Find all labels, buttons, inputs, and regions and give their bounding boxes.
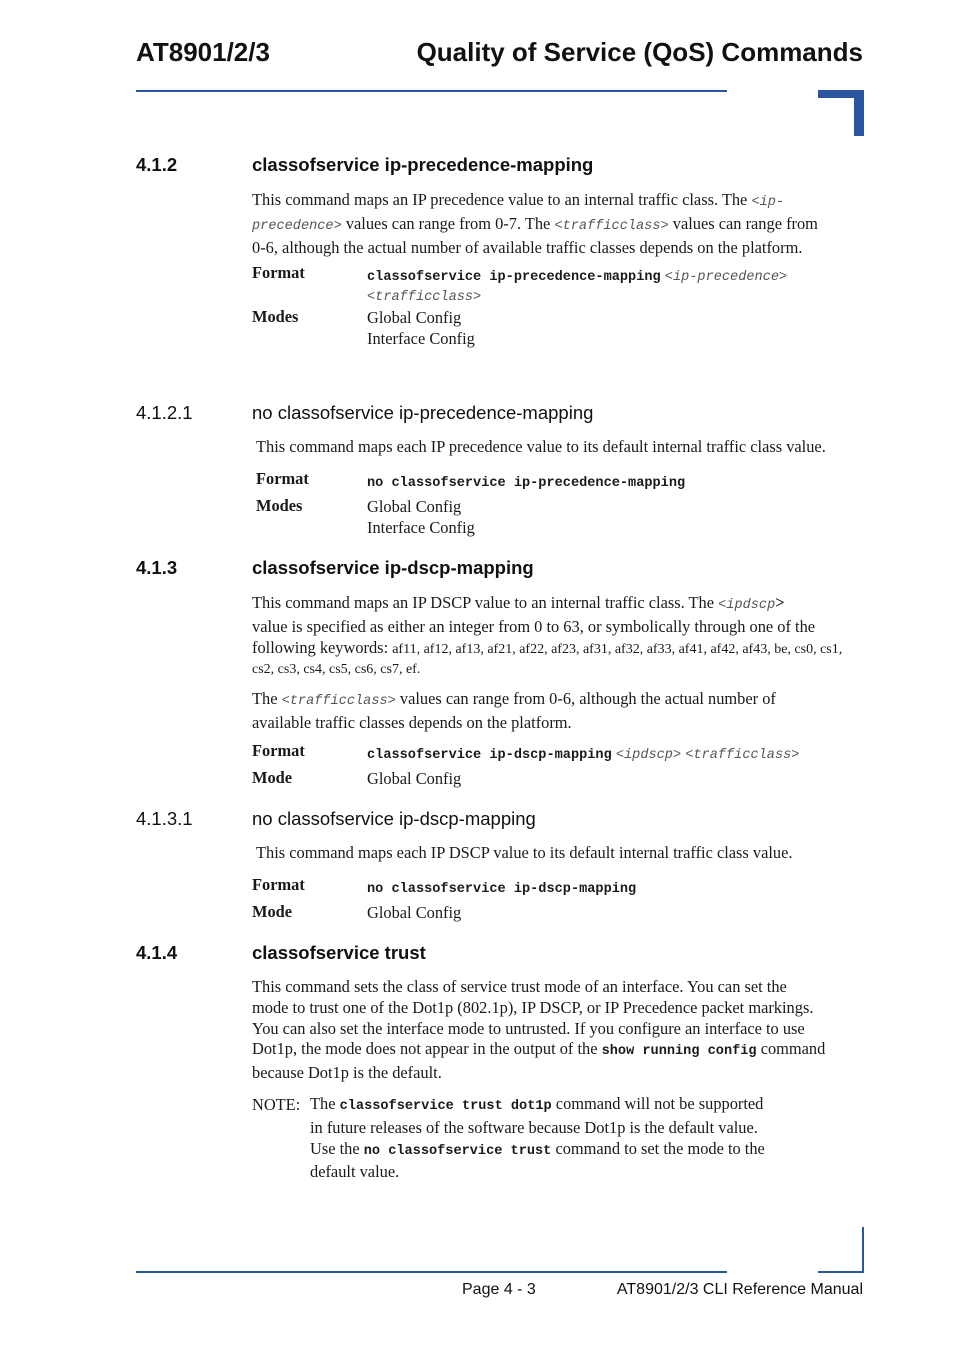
format-syntax: classofservice ip-precedence-mapping <ip-precedence> <trafficclass> <box>367 270 788 305</box>
corner-block-top <box>818 90 864 136</box>
section-number: 4.1.3 <box>136 557 178 578</box>
paragraph: The <trafficclass> values can range from 0-6, although the actual number of available traffic classes depends on the platform. <box>252 689 776 732</box>
modes-list: Global Config Interface Config <box>367 308 475 348</box>
format-syntax: no classofservice ip-precedence-mapping <box>367 476 686 491</box>
section-title: classofservice ip-precedence-mapping <box>252 154 594 175</box>
note-label: NOTE: <box>252 1095 301 1114</box>
section-number: 4.1.4 <box>136 942 178 963</box>
footer-rule <box>136 1271 727 1273</box>
mode-value: Global Config <box>367 769 462 788</box>
modes-list: Global Config Interface Config <box>367 497 475 537</box>
section-title: classofservice ip-dscp-mapping <box>252 557 534 578</box>
note-text: The classofservice trust dot1p command will not be supported in future releases of the software because Dot1p is the default value. Use the no classofservice trust command to set the mode to the default value. <box>310 1094 765 1182</box>
modes-label: Modes <box>256 496 303 515</box>
section-title: no classofservice ip-precedence-mapping <box>252 402 594 423</box>
footer-manual-title: AT8901/2/3 CLI Reference Manual <box>616 1281 863 1298</box>
header-rule <box>136 90 727 92</box>
paragraph: This command maps each IP precedence value to its default internal traffic class value. <box>256 437 826 456</box>
format-label: Format <box>252 741 305 760</box>
section-number: 4.1.3.1 <box>136 808 193 829</box>
section-title: classofservice trust <box>252 942 426 963</box>
corner-line-bottom <box>862 1227 864 1273</box>
format-label: Format <box>252 263 305 282</box>
corner-line-bottom-h <box>818 1271 864 1273</box>
modes-label: Modes <box>252 307 299 326</box>
paragraph: This command maps an IP DSCP value to an internal traffic class. The <ipdscp> value is specified as either an integer from 0 to 63, or symbolically through one of the following keywords: af11, af12, af13, af21, af22, af23, af31, af32, af33, af41, af42, af43, be, cs0, cs1, cs2, cs3, cs4, cs5, cs6, cs7, ef. <box>252 593 843 678</box>
header-chapter-title: Quality of Service (QoS) Commands <box>416 37 863 67</box>
paragraph: This command maps each IP DSCP value to its default internal traffic class value. <box>256 843 793 862</box>
header-product: AT8901/2/3 <box>136 37 270 67</box>
format-label: Format <box>256 469 309 488</box>
format-label: Format <box>252 875 305 894</box>
section-number: 4.1.2.1 <box>136 402 193 423</box>
page-number: Page 4 - 3 <box>462 1281 536 1298</box>
mode-label: Mode <box>252 768 293 787</box>
section-title: no classofservice ip-dscp-mapping <box>252 808 536 829</box>
paragraph: This command sets the class of service trust mode of an interface. You can set the mode to trust one of the Dot1p (802.1p), IP DSCP, or IP Precedence packet markings. You can also set the interface mode to untrusted. If you configure an interface to use Dot1p, the mode does not appear in the output of the show running config command because Dot1p is the default. <box>252 977 826 1083</box>
paragraph: This command maps an IP precedence value to an internal traffic class. The <ip- precedence> values can range from 0-7. The <trafficclass> values can range from 0-6, although the actual number of available traffic classes depends on the platform. <box>252 190 818 257</box>
section-number: 4.1.2 <box>136 154 178 175</box>
format-syntax: classofservice ip-dscp-mapping <ipdscp> <trafficclass> <box>367 748 800 763</box>
mode-label: Mode <box>252 902 293 921</box>
mode-value: Global Config <box>367 903 462 922</box>
format-syntax: no classofservice ip-dscp-mapping <box>367 882 637 897</box>
